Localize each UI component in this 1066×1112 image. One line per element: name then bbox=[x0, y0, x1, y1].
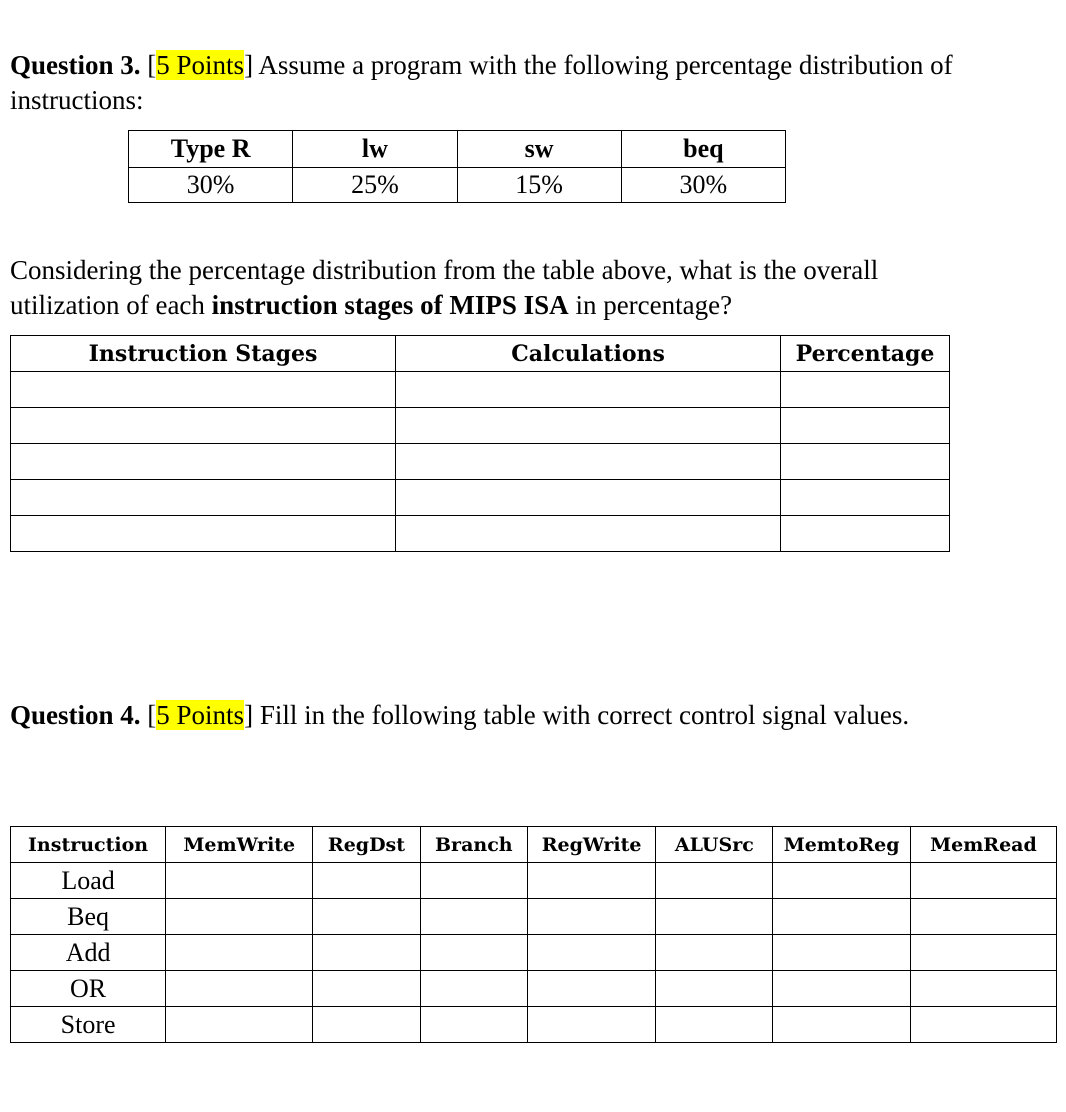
stages-cell[interactable] bbox=[11, 408, 396, 444]
question-3-points: 5 Points bbox=[156, 50, 245, 80]
percentage-cell[interactable] bbox=[781, 480, 950, 516]
calculation-cell[interactable] bbox=[396, 408, 781, 444]
signal-cell[interactable] bbox=[166, 971, 313, 1007]
control-header: MemRead bbox=[910, 827, 1056, 863]
signal-cell[interactable] bbox=[773, 863, 911, 899]
control-header: Branch bbox=[420, 827, 527, 863]
question-3-prompt bbox=[10, 253, 950, 323]
prompt-text-start: Considering the percentage distribution from the table above, what is the overall utilization of each bbox=[10, 255, 879, 320]
percentage-cell[interactable] bbox=[781, 444, 950, 480]
signal-cell[interactable] bbox=[773, 1007, 911, 1043]
signal-cell[interactable] bbox=[656, 1007, 773, 1043]
calculation-cell[interactable] bbox=[396, 444, 781, 480]
question-4-text: Question 4. [5 Points] Fill in the following table with correct control signal values. bbox=[10, 700, 910, 730]
dist-header: sw bbox=[457, 131, 621, 168]
signal-cell[interactable] bbox=[656, 899, 773, 935]
signal-cell[interactable] bbox=[420, 1007, 527, 1043]
signal-cell[interactable] bbox=[656, 971, 773, 1007]
percentage-cell[interactable] bbox=[781, 516, 950, 552]
dist-header: Type R bbox=[129, 131, 293, 168]
dist-value: 30% bbox=[621, 168, 785, 203]
control-header: ALUSrc bbox=[656, 827, 773, 863]
stages-cell[interactable] bbox=[11, 516, 396, 552]
question-3-text: Question 3. [5 Points] Assume a program with the following percentage distribution of instructions: bbox=[10, 50, 953, 115]
signal-cell[interactable] bbox=[527, 863, 655, 899]
dist-value: 15% bbox=[457, 168, 621, 203]
signal-cell[interactable] bbox=[166, 863, 313, 899]
stages-cell[interactable] bbox=[11, 444, 396, 480]
signal-cell[interactable] bbox=[420, 899, 527, 935]
stages-cell[interactable] bbox=[11, 480, 396, 516]
stages-header: Calculations bbox=[396, 336, 781, 372]
instruction-label: OR bbox=[11, 971, 166, 1007]
stages-cell[interactable] bbox=[11, 372, 396, 408]
stages-table bbox=[10, 335, 950, 552]
signal-cell[interactable] bbox=[910, 1007, 1056, 1043]
percentage-cell[interactable] bbox=[781, 408, 950, 444]
instruction-label: Add bbox=[11, 935, 166, 971]
question-4-points: 5 Points bbox=[156, 700, 245, 730]
signal-cell[interactable] bbox=[527, 1007, 655, 1043]
instruction-label: Store bbox=[11, 1007, 166, 1043]
signal-cell[interactable] bbox=[527, 971, 655, 1007]
control-signal-table bbox=[10, 826, 1057, 1043]
question-3-title: Question 3. bbox=[10, 50, 141, 80]
signal-cell[interactable] bbox=[313, 1007, 420, 1043]
calculation-cell[interactable] bbox=[396, 372, 781, 408]
dist-value: 30% bbox=[129, 168, 293, 203]
signal-cell[interactable] bbox=[420, 863, 527, 899]
signal-cell[interactable] bbox=[420, 935, 527, 971]
signal-cell[interactable] bbox=[656, 935, 773, 971]
dist-header: beq bbox=[621, 131, 785, 168]
instruction-label: Load bbox=[11, 863, 166, 899]
prompt-text-bold: instruction stages of MIPS ISA bbox=[211, 290, 569, 320]
signal-cell[interactable] bbox=[773, 899, 911, 935]
signal-cell[interactable] bbox=[527, 935, 655, 971]
distribution-table bbox=[128, 130, 786, 203]
percentage-cell[interactable] bbox=[781, 372, 950, 408]
signal-cell[interactable] bbox=[527, 899, 655, 935]
stages-header: Instruction Stages bbox=[11, 336, 396, 372]
calculation-cell[interactable] bbox=[396, 516, 781, 552]
signal-cell[interactable] bbox=[773, 935, 911, 971]
question-3-description: Assume a program with the following percentage distribution of instructions: bbox=[10, 50, 953, 115]
signal-cell[interactable] bbox=[910, 863, 1056, 899]
instruction-label: Beq bbox=[11, 899, 166, 935]
signal-cell[interactable] bbox=[166, 935, 313, 971]
signal-cell[interactable] bbox=[910, 971, 1056, 1007]
question-4-title: Question 4. bbox=[10, 700, 141, 730]
signal-cell[interactable] bbox=[313, 935, 420, 971]
stages-header: Percentage bbox=[781, 336, 950, 372]
dist-value: 25% bbox=[293, 168, 457, 203]
question-4-description: Fill in the following table with correct control signal values. bbox=[259, 700, 910, 730]
control-header: MemWrite bbox=[166, 827, 313, 863]
dist-header: lw bbox=[293, 131, 457, 168]
control-header: MemtoReg bbox=[773, 827, 911, 863]
signal-cell[interactable] bbox=[773, 971, 911, 1007]
signal-cell[interactable] bbox=[313, 971, 420, 1007]
calculation-cell[interactable] bbox=[396, 480, 781, 516]
control-header: RegDst bbox=[313, 827, 420, 863]
signal-cell[interactable] bbox=[166, 899, 313, 935]
signal-cell[interactable] bbox=[910, 935, 1056, 971]
signal-cell[interactable] bbox=[420, 971, 527, 1007]
control-header: Instruction bbox=[11, 827, 166, 863]
signal-cell[interactable] bbox=[166, 1007, 313, 1043]
signal-cell[interactable] bbox=[313, 899, 420, 935]
control-header: RegWrite bbox=[527, 827, 655, 863]
signal-cell[interactable] bbox=[656, 863, 773, 899]
prompt-text-end: in percentage? bbox=[568, 290, 733, 320]
signal-cell[interactable] bbox=[313, 863, 420, 899]
signal-cell[interactable] bbox=[910, 899, 1056, 935]
